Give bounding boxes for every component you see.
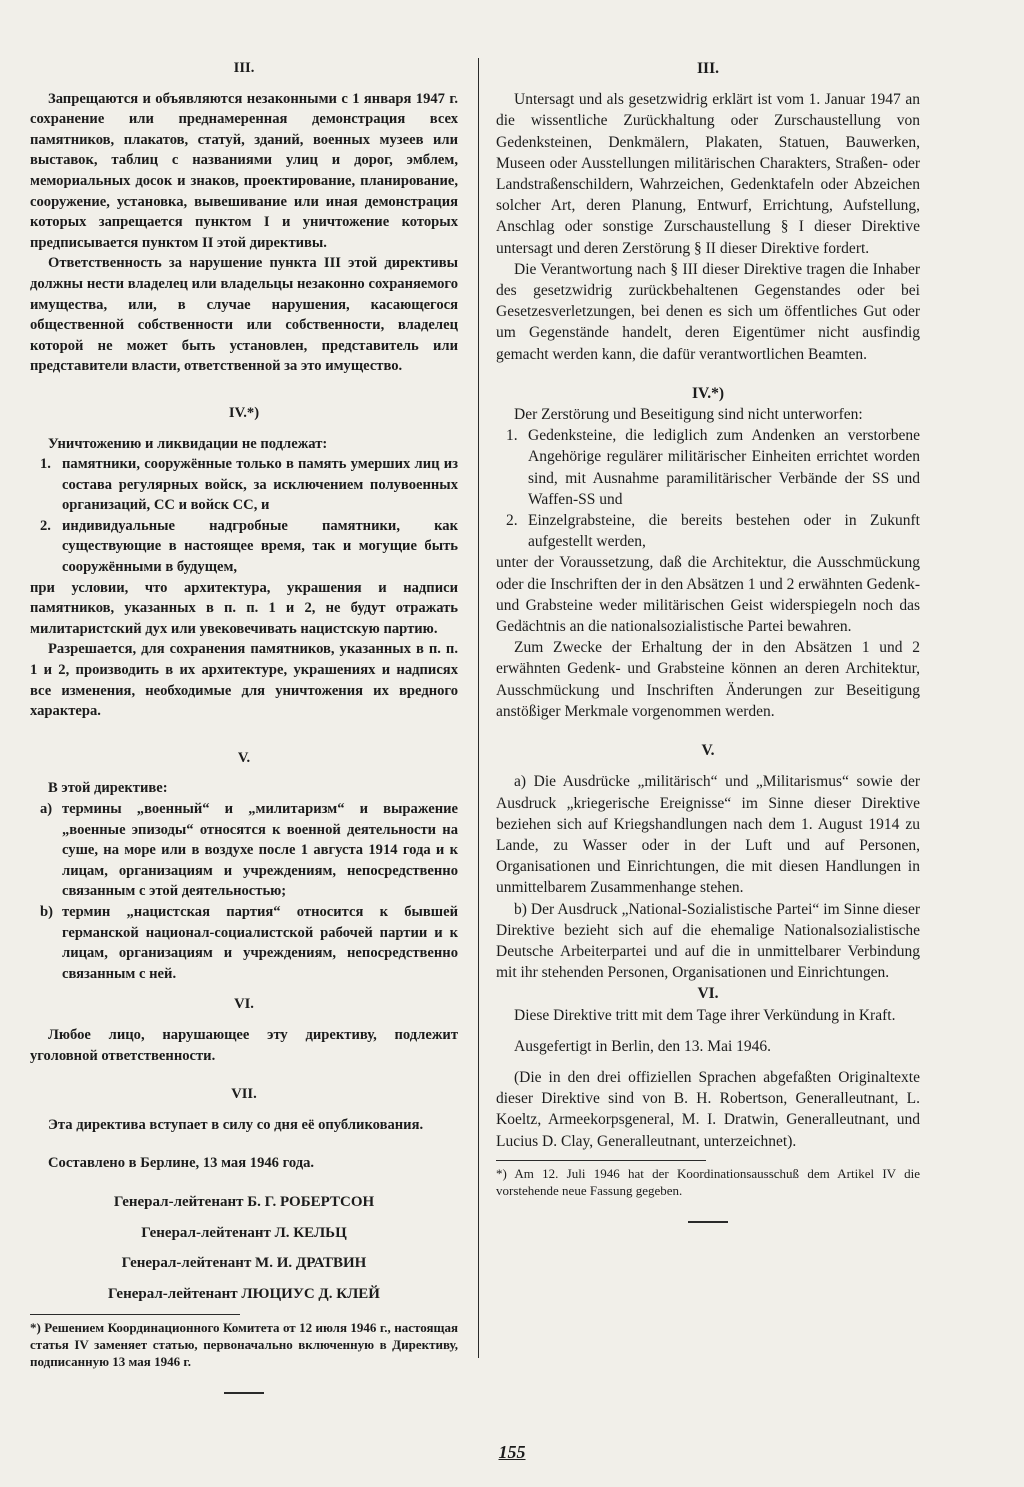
- item-letter: a): [40, 801, 53, 817]
- item-number: 2.: [40, 517, 51, 534]
- ru-signature-dratvin: Генерал-лейтенант М. И. ДРАТВИН: [121, 1255, 367, 1272]
- de-section-6-heading: VI.: [697, 985, 719, 1003]
- de-end-rule: [688, 1221, 728, 1223]
- item-text: Gedenksteine, die lediglich zum Andenken an verstorbene Angehörige regulärer militärischer Einheiten errichtet worden sind, mit Ausnahme paramilitärischer Verbände der SS und Waffen-SS und: [528, 427, 920, 508]
- de-section-4-condition: unter der Voraussetzung, daß die Architektur, die Ausschmückung oder die Inschriften der in den Absätzen 1 und 2 erwähnten Gedenk- und Grabsteine weder militärischen Geist widerspiegeln noch das Gedächtnis an die nationalsozialistische Partei bewahren.: [496, 554, 920, 636]
- de-section-5-item-b: b) Der Ausdruck „National-Sozialistische Partei“ im Sinne dieser Direktive bezieht sich auf die ehemalige Nationalsozialistische Deutsche Arbeiterpartei und auf die in unmittelbarer Verbindung mit ihr stehenden Personen, Organisationen und Einrichtungen.: [496, 900, 920, 982]
- german-column: [496, 58, 920, 1223]
- item-number: 1.: [40, 456, 51, 473]
- ru-section-5-heading: V.: [237, 749, 251, 766]
- ru-section-3-heading: III.: [233, 60, 255, 76]
- de-section-3-paragraph-2: Die Verantwortung nach § III dieser Direktive tragen die Inhaber des gesetzwidrig zurückbehaltenen Gegenstandes oder bei Gesetzesverletzungen, bei denen es sich um öffentliches Gut oder um Gegenstände handelt, deren Eigentümer nicht ausfindig gemacht werden kann, die dafür verantwortlichen Beamten.: [496, 260, 920, 363]
- column-divider: [478, 58, 479, 1358]
- ru-signature-koeltz: Генерал-лейтенант Л. КЕЛЬЦ: [141, 1224, 347, 1241]
- ru-section-4-item-1: [40, 454, 458, 516]
- de-section-5-item-a: a) Die Ausdrücke „militärisch“ und „Militarismus“ sowie der Ausdruck „kriegerische Ereignisse“ im Sinne dieser Direktive beziehen sich auf Kriegshandlungen nach dem 1. August 1914 zu Lande, zu Wasser oder in der Luft und auf Personen, Organisationen und Einrichtungen, die mit diesen Handlungen in unmittelbarem Zusammenhange stehen.: [496, 773, 920, 897]
- ru-section-7-heading: VII.: [231, 1086, 257, 1103]
- ru-section-4-heading: IV.*): [228, 404, 260, 421]
- russian-column: [30, 58, 458, 1394]
- ru-section-7-paragraph: Эта директива вступает в силу со дня её опубликования.: [48, 1116, 424, 1133]
- de-section-3-heading: III.: [697, 60, 719, 77]
- ru-signature-robertson: Генерал-лейтенант Б. Г. РОБЕРТСОН: [113, 1193, 375, 1210]
- ru-section-5-item-a: [40, 799, 458, 902]
- item-text: Einzelgrabsteine, die bereits bestehen oder in Zukunft aufgestellt werden,: [528, 512, 920, 551]
- ru-section-6-paragraph: Любое лицо, нарушающее эту директиву, подлежит уголовной ответственности.: [30, 1026, 458, 1064]
- ru-section-5-item-b: [40, 902, 458, 984]
- item-letter: b): [40, 903, 53, 920]
- ru-end-rule: [224, 1392, 264, 1394]
- de-signers-note: (Die in den drei offiziellen Sprachen abgefaßten Originaltexte dieser Direktive sind von B. H. Robertson, Generalleutnant, L. Koeltz, Armeekorpsgeneral, M. I. Dratwin, Generalleutnant, und Lucius D. Clay, Generalleutnant, unterzeichnet).: [496, 1068, 920, 1150]
- de-section-4-item-2: [506, 510, 920, 552]
- de-section-4-intro: Der Zerstörung und Beseitigung sind nicht unterworfen:: [514, 406, 863, 424]
- de-section-5-heading: V.: [701, 742, 715, 760]
- item-text: термины „военный“ и „милитаризм“ и выражение „военные эпизоды“ относятся к военной деятельности на суше, на море или в воздухе после 1 августа 1914 года и к лицам, организациям и учреждениям, непосредственно связанным с этой деятельностью;: [62, 801, 458, 900]
- de-place-date: Ausgefertigt in Berlin, den 13. Mai 1946.: [514, 1037, 771, 1055]
- de-section-4-item-1: [506, 425, 920, 510]
- ru-section-3-paragraph-1: Запрещаются и объявляются незаконными с 1 января 1947 г. сохранение или преднамеренная демонстрация всех памятников, плакатов, статуй, зданий, военных музеев или выставок, таблиц с названиями улиц и дорог, эмблем, мемориальных досок и знаков, проектирование, планирование, сооружение, установка, вывешивание или иная демонстрация которых запрещается пунктом I и уничтожение которых предписывается пунктом II этой директивы.: [30, 90, 458, 251]
- page-number-text: 155: [498, 1442, 526, 1462]
- ru-section-5-intro: В этой директиве:: [48, 780, 168, 797]
- page-number: [0, 1442, 1024, 1463]
- item-text: индивидуальные надгробные памятники, как существующие в настоящее время, так и могущие быть сооружёнными в будущем,: [62, 517, 458, 576]
- item-text: термин „нацистская партия“ относится к бывшей германской национал-социалистской рабочей партии и к лицам, организациям и учреждениям, непосредственно связанным с ней.: [62, 903, 458, 982]
- ru-section-4-condition: при условии, что архитектура, украшения и надписи памятников, указанных в п. п. 1 и 2, не будут отражать милитаристский дух или увековечивать нацистскую партию.: [30, 579, 458, 637]
- de-footnote: *) Am 12. Juli 1946 hat der Koordinationsausschuß dem Artikel IV die vorstehende neue Fassung gegeben.: [496, 1165, 920, 1198]
- de-section-4-paragraph-2: Zum Zwecke der Erhaltung der in den Absätzen 1 und 2 erwähnten Gedenk- und Grabsteine können an deren Architektur, Ausschmückung und Inschriften Änderungen zur Beseitigung anstößiger Merkmale vorgenommen werden.: [496, 639, 920, 720]
- ru-signature-clay: Генерал-лейтенант ЛЮЦИУС Д. КЛЕЙ: [108, 1285, 380, 1302]
- de-section-6-paragraph: Diese Direktive tritt mit dem Tage ihrer Verkündung in Kraft.: [514, 1006, 896, 1024]
- ru-section-4-item-2: [40, 516, 458, 578]
- de-section-4-heading: IV.*): [691, 384, 724, 402]
- ru-section-4-intro: Уничтожению и ликвидации не подлежат:: [48, 435, 328, 452]
- ru-section-6-heading: VI.: [234, 996, 254, 1013]
- item-number: 2.: [506, 512, 518, 530]
- ru-place-date: Составлено в Берлине, 13 мая 1946 года.: [48, 1155, 315, 1172]
- ru-section-4-paragraph-2: Разрешается, для сохранения памятников, указанных в п. п. 1 и 2, производить в их архитектуре, украшениях и надписях все изменения, необходимые для уничтожения их вредного характера.: [30, 641, 458, 720]
- item-number: 1.: [506, 427, 518, 445]
- item-text: памятники, сооружённые только в память умерших лиц из состава регулярных войск, за исключением полувоенных организаций, СС и войск СС, и: [62, 456, 458, 514]
- de-section-3-paragraph-1: Untersagt und als gesetzwidrig erklärt ist vom 1. Januar 1947 an die wissentliche Zurückhaltung oder Zurschaustellung von Gedenksteinen, Denkmälern, Plakaten, Statuen, Bauwerken, Museen oder Ausstellungen militärischen Charakters, Straßen- oder Landstraßenschildern, Wahrzeichen, Gedenktafeln oder Abzeichen solcher Art, deren Planung, Entwurf, Errichtung, Aufstellung, Anschlag oder sonstige Zurschaustellung § I dieser Direktive untersagt und deren Zerstörung § II dieser Direktive fordert.: [496, 91, 920, 257]
- ru-section-3-paragraph-2: Ответственность за нарушение пункта III этой директивы должны нести владелец или владельцы незаконно сохраняемого имущества, или, в случае нарушения, касающегося общественной собственности или собственности, владелец которой не может быть установлен, представитель или представители власти, ответственной за это имущество.: [30, 255, 458, 375]
- ru-footnote: *) Решением Координационного Комитета от 12 июля 1946 г., настоящая статья IV заменяет статью, первоначально включенную в Директиву, подписанную 13 мая 1946 г.: [30, 1320, 458, 1370]
